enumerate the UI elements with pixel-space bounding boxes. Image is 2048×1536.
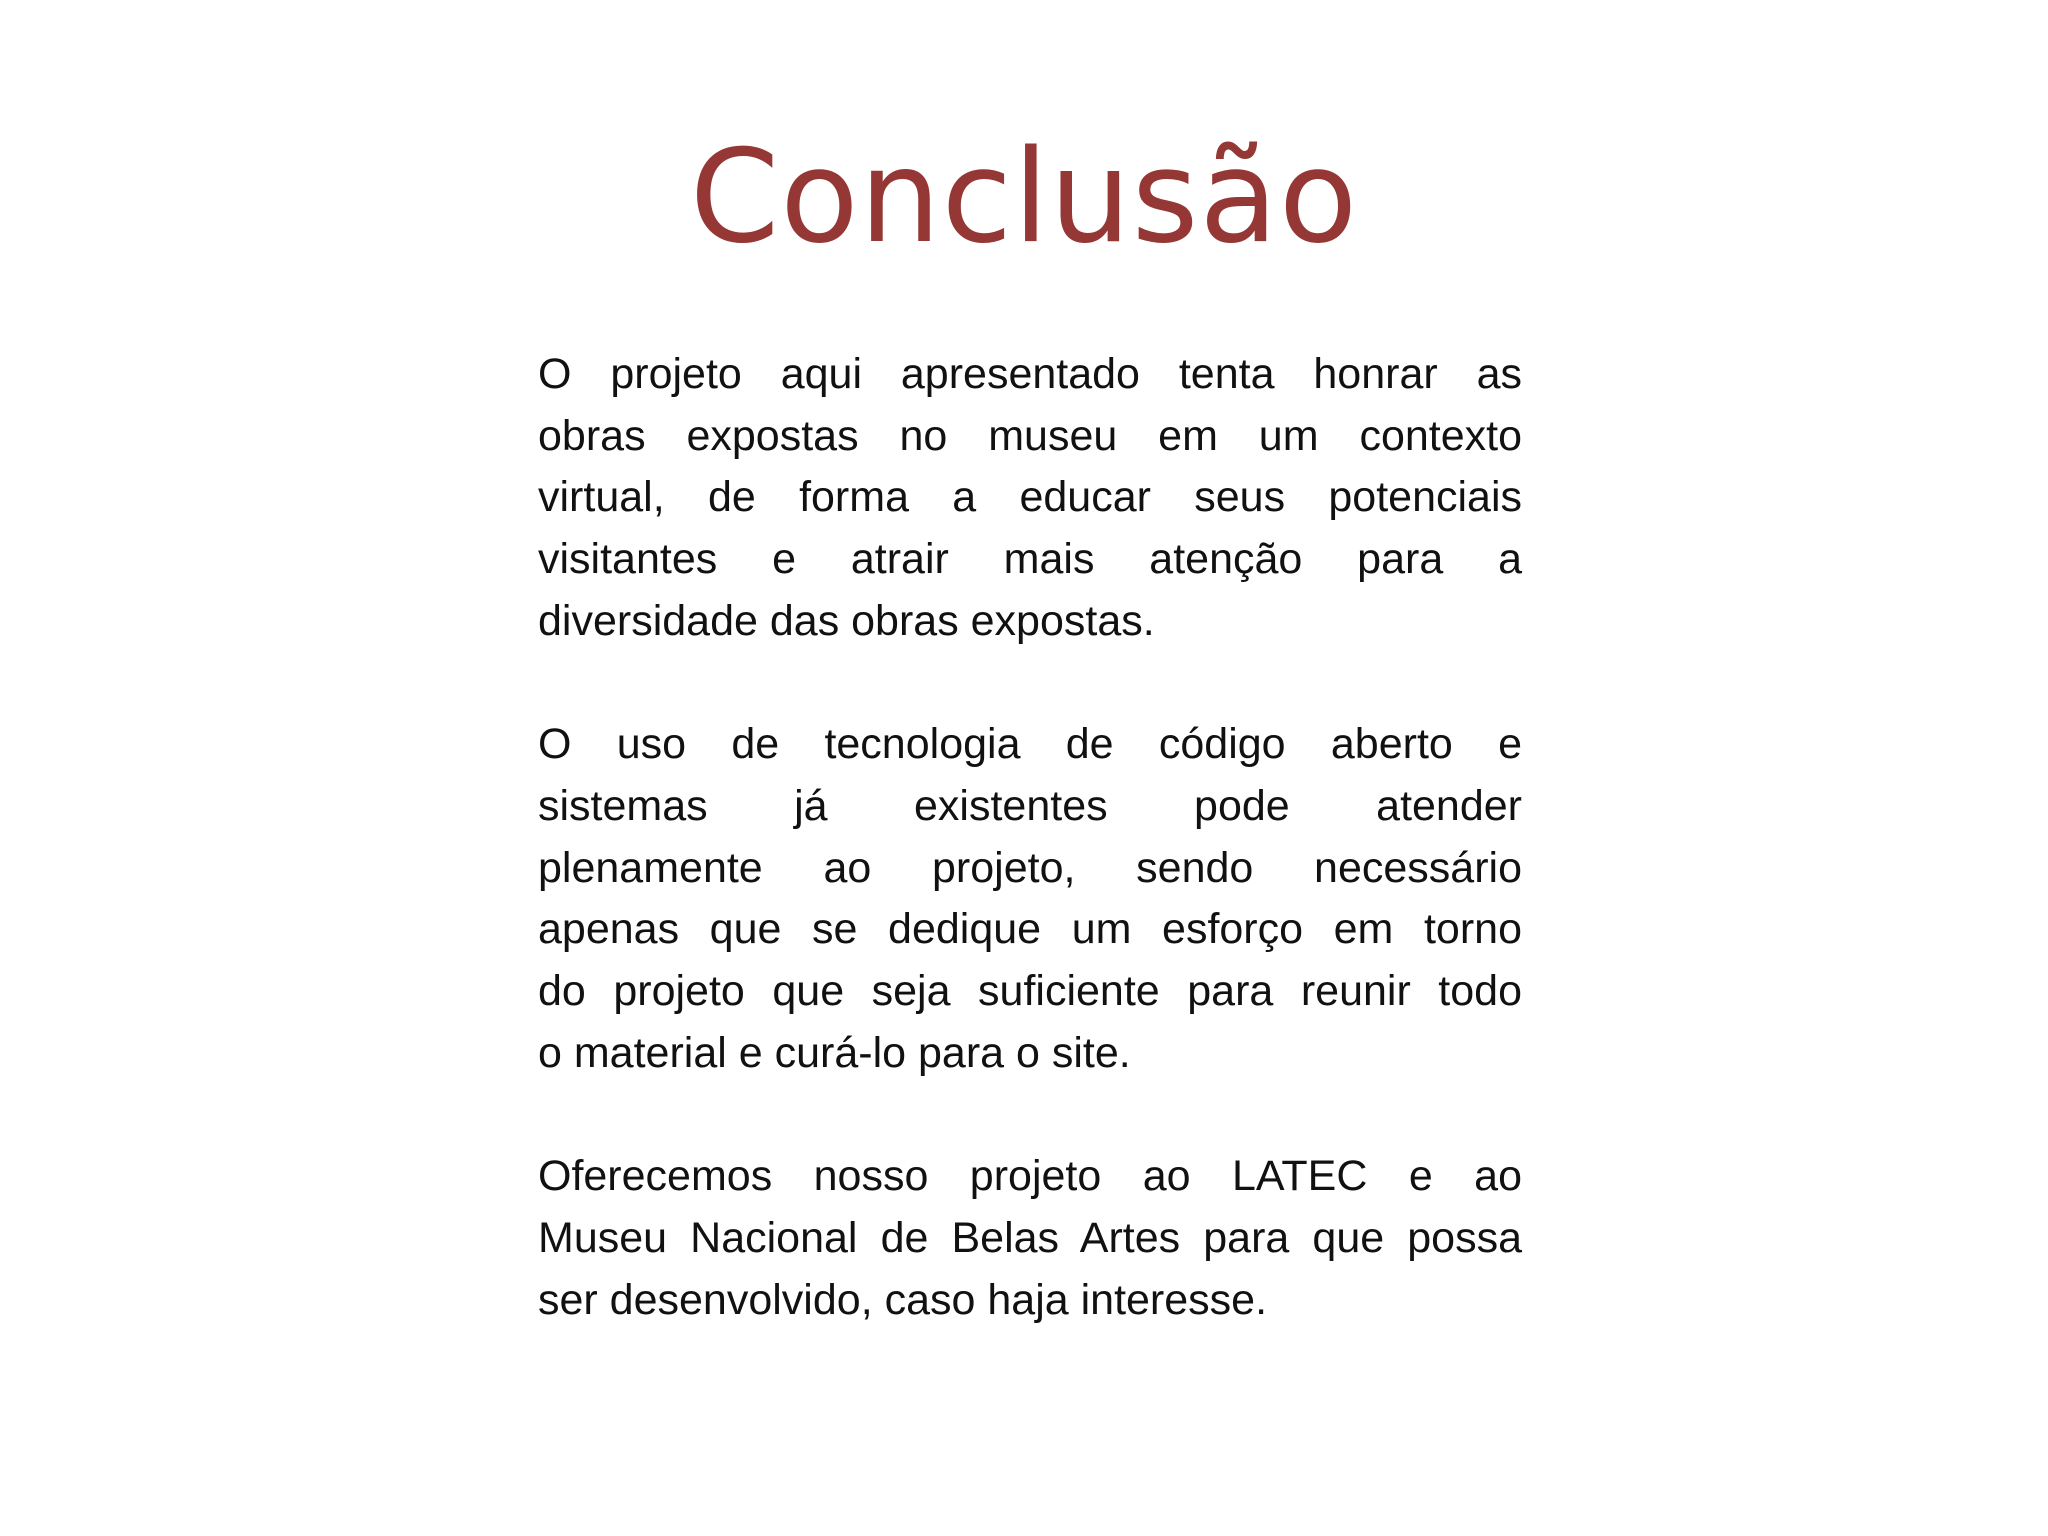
paragraph-open-source — [538, 714, 1522, 1084]
text-line: sistemas já existentes pode atender — [538, 781, 1522, 830]
text-line: virtual, de forma a educar seus potenciais — [538, 473, 1522, 522]
text-line: plenamente ao projeto, sendo necessário — [538, 843, 1522, 892]
text-line: O projeto aqui apresentado tenta honrar as — [538, 350, 1522, 398]
text-line: Museu Nacional de Belas Artes para que possa — [538, 1213, 1522, 1262]
text-line: O uso de tecnologia de código aberto e — [538, 720, 1522, 769]
text-line: Oferecemos nosso projeto ao LATEC e ao — [538, 1152, 1522, 1201]
text-line: obras expostas no museu em um contexto — [538, 411, 1522, 460]
text-line: ser desenvolvido, caso haja interesse. — [538, 1275, 1268, 1324]
slide-title: Conclusão — [689, 123, 1359, 272]
text-line: visitantes e atrair mais atenção para a — [538, 535, 1522, 584]
text-line: o material e curá-lo para o site. — [538, 1028, 1131, 1077]
paragraph-project-goal — [538, 344, 1522, 653]
text-line: apenas que se dedique um esforço em torno — [538, 905, 1522, 954]
slide-body — [538, 344, 1522, 1331]
paragraph-offer — [538, 1146, 1522, 1331]
text-line: diversidade das obras expostas. — [538, 596, 1155, 645]
text-line: do projeto que seja suficiente para reunir todo — [538, 967, 1522, 1016]
